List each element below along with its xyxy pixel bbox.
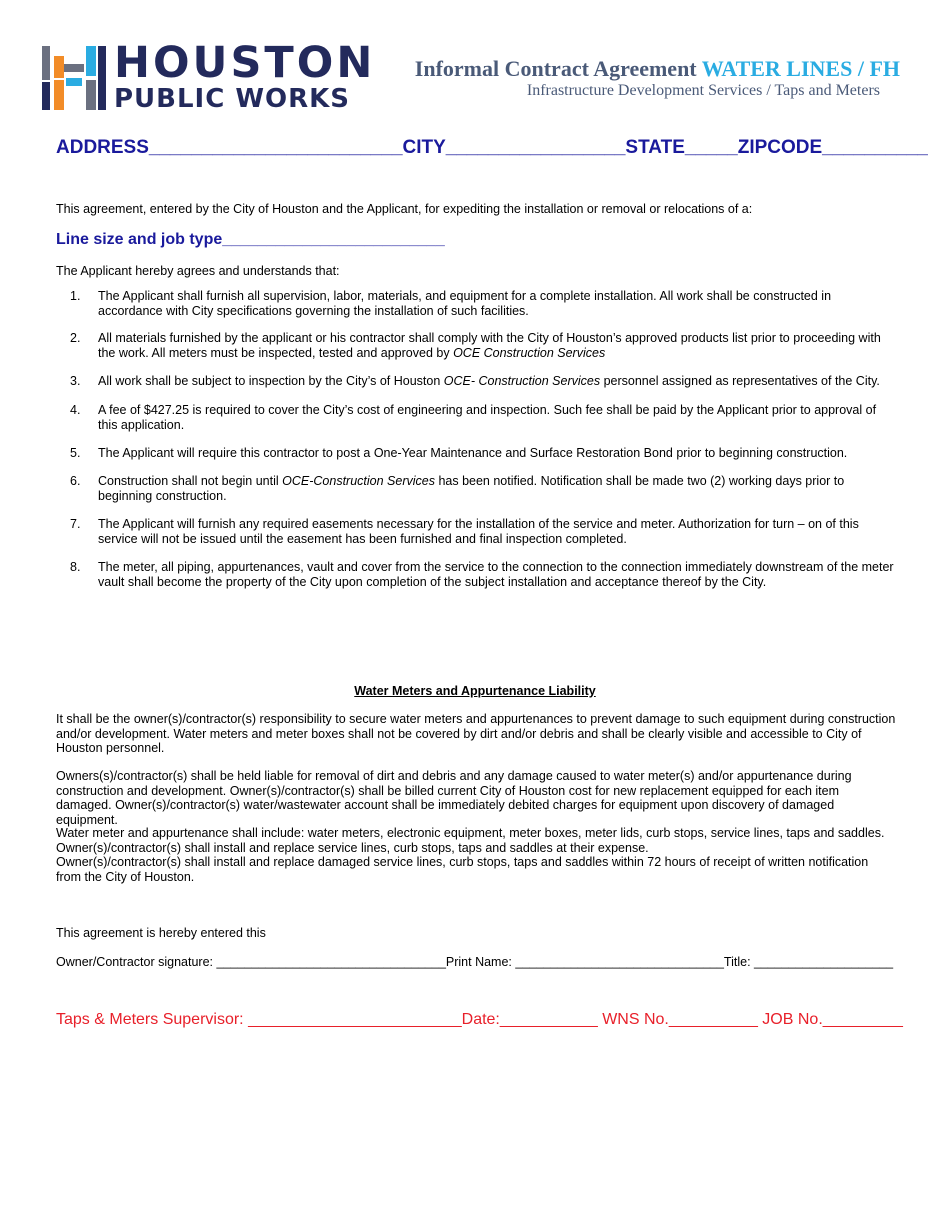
document-title <box>415 56 900 82</box>
logo-line-houston: HOUSTON <box>114 38 376 88</box>
entered-text: This agreement is hereby entered this <box>56 926 266 940</box>
logo-wordmark <box>114 40 375 112</box>
houston-public-works-logo <box>42 38 376 114</box>
item-number: 2. <box>70 331 81 345</box>
liability-line: Owner(s)/contractor(s) shall install and replace damaged service lines, curb stops, taps and saddles within 72 hours of receipt of written notification from the City of Houston. <box>56 855 869 884</box>
item-text: The Applicant will furnish any required easements necessary for the installation of the service and meter. Authorization for turn – on of this service will not be issued until the easement has been furnished and final inspection completed. <box>98 517 859 546</box>
agrees-text: The Applicant hereby agrees and understands that: <box>56 264 340 278</box>
item-number: 5. <box>70 446 81 460</box>
item-text: A fee of $427.25 is required to cover the City’s cost of engineering and inspection. Such fee shall be paid by the Applicant prior to approval of this application. <box>98 403 877 432</box>
liability-paragraph-1: It shall be the owner(s)/contractor(s) responsibility to secure water meters and appurtenances to prevent damage to such equipment during construction and/or development. Water meters and meter boxes shall not be covered by dirt and/or debris and shall be clearly visible and accessible to City of Houston personnel. <box>56 712 896 755</box>
title-accent: WATER LINES / FH <box>701 56 900 81</box>
liability-line: Owner(s)/contractor(s) shall install and replace service lines, curb stops, taps and saddles at their expense. <box>56 840 649 855</box>
signature-field-line[interactable]: Owner/Contractor signature: _________________________________Print Name: ______________________________Title: ____________________ <box>56 955 894 969</box>
liability-paragraph-3 <box>56 826 896 884</box>
item-text: The Applicant will require this contractor to post a One-Year Maintenance and Surface Restoration Bond prior to beginning construction. <box>98 446 848 460</box>
liability-paragraph-2: Owners(s)/contractor(s) shall be held liable for removal of dirt and debris and any damage caused to water meter(s) and/or appurtenance during construction and development. Owner(s)/contractor(s) shall be billed current City of Houston cost for new replacement equipped for each item damaged. Owner(s)/contractor(s) water/wastewater account shall be immediately debited charges for equipment upon discovery of damaged equipment. <box>56 769 852 827</box>
item-number: 3. <box>70 374 81 388</box>
title-prefix: Informal Contract Agreement <box>414 56 697 81</box>
item-text: The Applicant shall furnish all supervision, labor, materials, and equipment for a complete installation. All work shall be constructed in accordance with City specifications governing the installation of such facilities. <box>98 289 832 318</box>
item-number: 8. <box>70 560 81 574</box>
logo-mark-icon <box>42 44 106 110</box>
item-number: 7. <box>70 517 81 531</box>
supervisor-field-line[interactable]: Taps & Meters Supervisor: ________________________Date:___________ WNS No.__________ JOB No._________ <box>56 1011 903 1028</box>
item-text: All work shall be subject to inspection by the City’s of Houston OCE- Construction Services personnel assigned as representatives of the City. <box>98 374 880 388</box>
intro-text: This agreement, entered by the City of Houston and the Applicant, for expediting the installation or removal or relocations of a: <box>56 202 753 216</box>
address-field-line[interactable]: ADDRESS________________________CITY_________________STATE_____ZIPCODE__________ <box>56 137 928 158</box>
item-text: The meter, all piping, appurtenances, vault and cover from the service to the connection to the connection immediately downstream of the meter vault shall become the property of the City upon completion of the subject installation and acceptance thereof by the City. <box>98 560 894 589</box>
line-size-field[interactable]: Line size and job type_________________________ <box>56 231 445 248</box>
document-subtitle: Infrastructure Development Services / Taps and Meters <box>526 82 880 99</box>
item-number: 4. <box>70 403 81 417</box>
item-number: 1. <box>70 289 81 303</box>
item-number: 6. <box>70 474 81 488</box>
liability-heading: Water Meters and Appurtenance Liability <box>354 684 596 698</box>
item-text: All materials furnished by the applicant or his contractor shall comply with the City of Houston’s approved products list prior to proceeding with the work. All meters must be inspected, tested and approved by OCE Construction Services <box>98 331 881 360</box>
item-text: Construction shall not begin until OCE-Construction Services has been notified. Notification shall be made two (2) working days prior to beginning construction. <box>98 474 845 503</box>
logo-line-public-works: PUBLIC WORKS <box>114 84 351 114</box>
liability-line: Water meter and appurtenance shall include: water meters, electronic equipment, meter boxes, meter lids, curb stops, service lines, taps and saddles. <box>56 826 885 840</box>
